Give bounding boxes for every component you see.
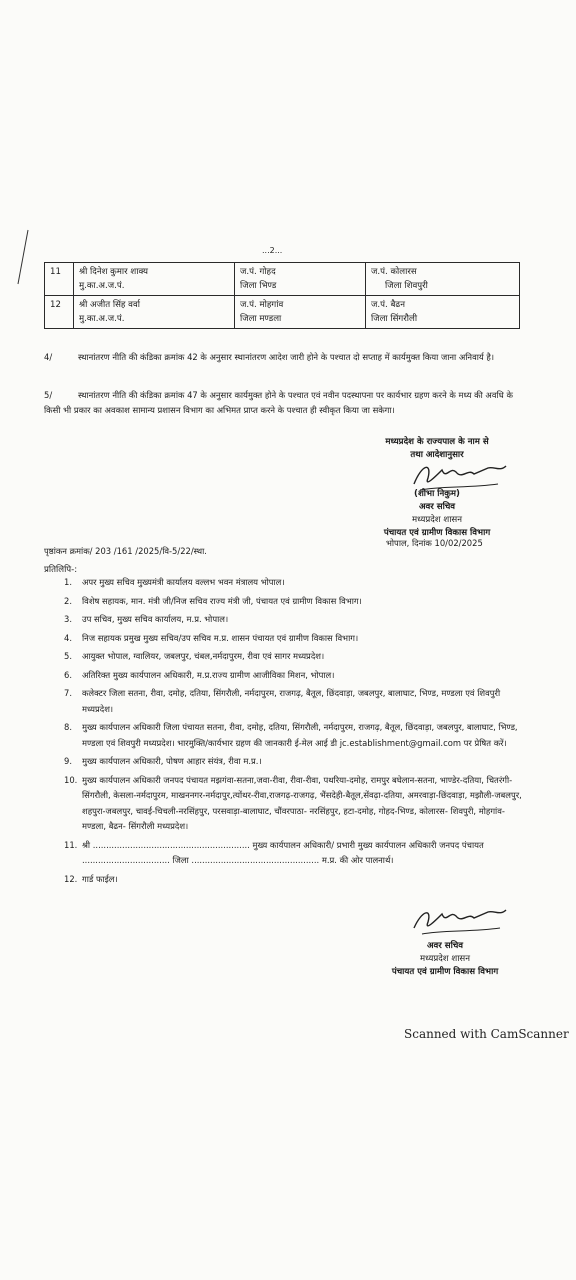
signatory-designation: अवर सचिव	[426, 941, 464, 951]
list-item	[44, 838, 522, 869]
copy-to-heading: प्रतिलिपि-:	[44, 565, 78, 575]
item-text: अतिरिक्त मुख्य कार्यपालन अधिकारी, म.प्र.राज्य ग्रामीण आजीविका मिशन, भोपाल।	[82, 669, 335, 680]
table-row	[45, 263, 520, 296]
officer-designation: मु.का.अ.ज.पं.	[79, 314, 125, 324]
item-number: 11.	[64, 839, 78, 850]
item-text: गार्ड फाईल।	[82, 873, 118, 884]
paragraph-4	[44, 350, 520, 365]
paragraph-number: 4/	[44, 352, 53, 362]
item-text: अपर मुख्य सचिव मुख्यमंत्री कार्यालय वल्लभ भवन मंत्रालय भोपाल।	[82, 577, 285, 587]
item-number: 5.	[64, 651, 72, 661]
officer-name: श्री दिनेश कुमार शाक्य	[79, 267, 149, 277]
authority-line: मध्यप्रदेश के राज्यपाल के नाम से	[385, 437, 489, 447]
handwritten-signature-2	[410, 904, 510, 940]
signatory-details-1	[348, 488, 526, 540]
scanner-watermark: Scanned with CamScanner	[404, 1027, 569, 1041]
paragraph-text: स्थानांतरण नीति की कंडिका क्रमांक 42 के अनुसार स्थानांतरण आदेश जारी होने के पश्चात दो सप्ताह में कार्यमुक्त किया जाना अनिवार्य है।	[78, 352, 495, 362]
signatory-name: (शोभा निकुम)	[414, 489, 460, 499]
list-item	[44, 686, 522, 717]
from-district: जिला मण्डला	[240, 314, 282, 324]
page-number: ...2...	[262, 246, 283, 255]
to-cell	[366, 263, 520, 296]
item-number: 7.	[64, 688, 72, 698]
signatory-govt: मध्यप्रदेश शासन	[419, 954, 471, 964]
list-item	[44, 773, 522, 835]
from-district: जिला भिण्ड	[240, 281, 277, 291]
item-number: 4.	[64, 632, 72, 643]
item-number: 8.	[64, 722, 72, 732]
from-cell	[235, 296, 366, 329]
list-item	[44, 872, 522, 888]
transfer-table	[44, 262, 520, 329]
item-number: 2.	[64, 595, 72, 606]
item-text: कलेक्टर जिला सतना, रीवा, दमोह, दतिया, सिंगरौली, नर्मदापुरम, राजगढ़, बैतूल, छिंदवाड़ा, जबलपुर, बालाघाट, भिण्ड, मण्डला एवं शिवपुरी मध्यप्रदेश।	[82, 688, 501, 714]
item-text: मुख्य कार्यपालन अधिकारी जिला पंचायत सतना, रीवा, दमोह, दतिया, सिंगरौली, नर्मदापुरम, राजगढ़, बैतूल, छिंदवाड़ा, जबलपुर, बालाघाट, भिण्ड, मण्डला एवं शिवपुरी मध्यप्रदेश। भारमुक्ति/कार्यभार ग्रहण की जानकारी ई-मेल आई डी jc.establishment@gmail.com पर प्रेषित करें।	[82, 722, 518, 748]
officer-cell	[74, 296, 235, 329]
place-date: भोपाल, दिनांक 10/02/2025	[386, 538, 483, 548]
list-item	[44, 668, 522, 684]
item-number: 6.	[64, 669, 72, 680]
signatory-designation: अवर सचिव	[418, 502, 456, 512]
copy-to-list	[44, 575, 522, 890]
signatory-dept: पंचायत एवं ग्रामीण विकास विभाग	[391, 967, 499, 977]
order-line: तथा आदेशानुसार	[410, 450, 464, 460]
item-text: श्री ........................................................... मुख्य कार्यपालन अधिकारी/ प्रभारी मुख्य कार्यपालन अधिकारी जनपद पंचायत ................................. जिला ................................................ म.प्र. की ओर पालनार्थ।	[82, 839, 484, 865]
item-text: मुख्य कार्यपालन अधिकारी, पोषण आहार संयंत्र, रीवा म.प्र.।	[82, 756, 262, 766]
row-number: 11	[45, 263, 74, 296]
officer-cell	[74, 263, 235, 296]
item-text: आयुक्त भोपाल, ग्वालियर, जबलपुर, चंबल,नर्मदापुरम, रीवा एवं सागर मध्यप्रदेश।	[82, 651, 325, 661]
to-cell	[366, 296, 520, 329]
from-cell	[235, 263, 366, 296]
list-item	[44, 649, 522, 665]
item-number: 3.	[64, 614, 72, 624]
reference-number: पृष्ठांकन क्रमांक/ 203 /161 /2025/वि-5/22/स्था.	[44, 546, 207, 556]
paragraph-number: 5/	[44, 390, 53, 400]
list-item	[44, 594, 522, 610]
item-number: 10.	[64, 774, 78, 785]
to-post: ज.पं. कोलारस	[371, 267, 417, 277]
item-text: निज सहायक प्रमुख मुख्य सचिव/उप सचिव म.प्र. शासन पंचायत एवं ग्रामीण विकास विभाग।	[82, 632, 359, 643]
list-item	[44, 612, 522, 628]
item-number: 1.	[64, 577, 72, 587]
officer-name: श्री अजीत सिंह वर्वा	[79, 300, 140, 310]
to-post: ज.पं. बैढन	[371, 300, 405, 310]
signatory-govt: मध्यप्रदेश शासन	[411, 515, 463, 525]
signatory-dept: पंचायत एवं ग्रामीण विकास विभाग	[383, 528, 491, 538]
paragraph-5	[44, 388, 520, 418]
table-row	[45, 296, 520, 329]
item-text: विशेष सहायक, मान. मंत्री जी/निज सचिव राज्य मंत्री जी, पंचायत एवं ग्रामीण विकास विभाग।	[82, 595, 362, 606]
item-text: उप सचिव, मुख्य सचिव कार्यालय, म.प्र. भोपाल।	[82, 614, 229, 624]
paragraph-text: स्थानांतरण नीति की कंडिका क्रमांक 47 के अनुसार कार्यमुक्त होने के पश्चात एवं नवीन पदस्थापना पर कार्यभार ग्रहण करने के मध्य की अवधि के किसी भी प्रकार का अवकाश सामान्य प्रशासन विभाग का अभिमत प्राप्त करने के पश्चात ही स्वीकृत किया जा सकेगा।	[44, 390, 513, 415]
list-item	[44, 575, 522, 591]
row-number: 12	[45, 296, 74, 329]
item-number: 12.	[64, 873, 78, 884]
to-district: जिला शिवपुरी	[385, 281, 428, 291]
from-post: ज.पं. गोहद	[240, 267, 276, 277]
margin-stroke	[14, 228, 32, 288]
from-post: ज.पं. मोहगांव	[240, 300, 284, 310]
item-text: मुख्य कार्यपालन अधिकारी जनपद पंचायत मझगंवा-सतना,जवा-रीवा, रीवा-रीवा, पथरिया-दमोह, रामपुर बघेलान-सतना, भाण्डेर-दतिया, चितरंगी-सिंगरौली, केसला-नर्मदापुरम, माखननगर-नर्मदापुर,त्योंथर-रीवा,राजगढ़-राजगढ़, भैंसदेही-बैतूल,सेंवढ़ा-दतिया, अमरवाड़ा-छिंदवाड़ा, मझौली-जबलपुर, शहपुरा-जबलपुर, चावई-चिचली-नरसिंहपुर, परसवाड़ा-बालाघाट, चौंवरपाठा- नरसिंहपुर, हटा-दमोह, गोहद-भिण्ड, कोलारस- शिवपुरी, मोहगांव-मण्डला, बैढन- सिंगरौली मध्यप्रदेश।	[82, 774, 522, 831]
list-item	[44, 631, 522, 647]
list-item	[44, 720, 522, 751]
list-item	[44, 754, 522, 770]
signatory-details-2	[356, 940, 534, 979]
item-number: 9.	[64, 756, 72, 766]
officer-designation: मु.का.अ.ज.पं.	[79, 281, 125, 291]
to-district: जिला सिंगरौली	[371, 314, 418, 324]
